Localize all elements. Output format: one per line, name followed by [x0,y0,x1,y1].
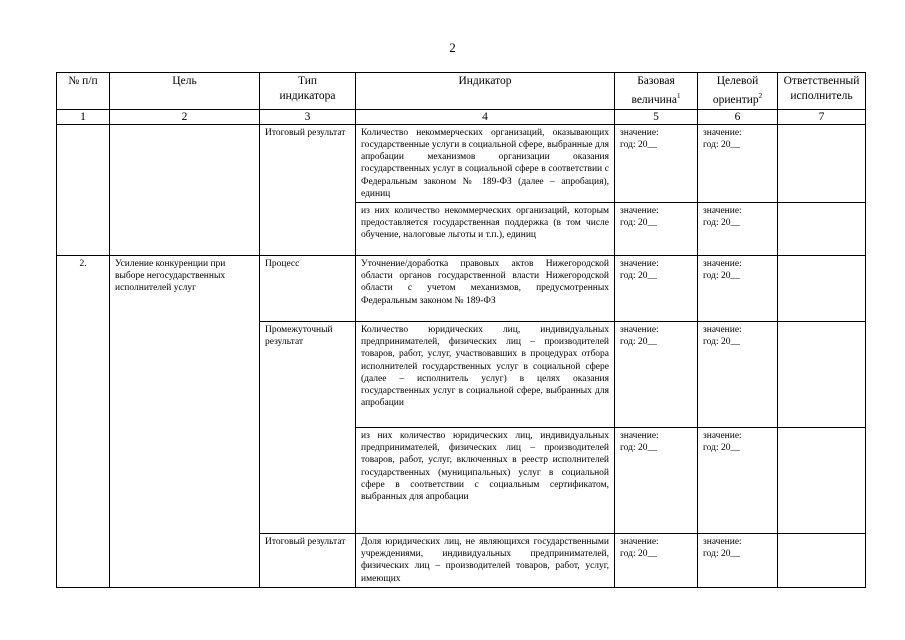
indicators-table [56,72,866,588]
indicator-cell: из них количество некоммерческих организаций, которым предоставляется государственная поддержка (в том числе обучение, налоговые льготы и т.п.), единиц [356,203,615,256]
target-cell: значение: год: 20__ [698,124,778,202]
target-cell: значение: год: 20__ [698,534,778,588]
target-cell: значение: год: 20__ [698,322,778,428]
column-number-row [57,109,866,124]
goal-cell [110,124,260,255]
base-value-cell: значение: год: 20__ [615,124,698,202]
indicator-type-cell: Итоговый результат [260,534,356,588]
responsible-cell [778,428,866,534]
header-responsible: Ответственный исполнитель [778,73,866,110]
footnote-2: 2 [758,92,763,100]
header-indicator: Индикатор [356,73,615,110]
base-value-cell: значение: год: 20__ [615,203,698,256]
indicator-cell: Уточнение/доработка правовых актов Нижегородской области органов государственной власти Нижегородской области с учетом механизмов, предусмотренных Федеральным законом № 189-ФЗ [356,256,615,322]
column-number: 3 [260,109,356,124]
header-number: № п/п [57,73,110,110]
responsible-cell [778,322,866,428]
responsible-cell [778,203,866,256]
responsible-cell [778,534,866,588]
indicator-cell: из них количество юридических лиц, индивидуальных предпринимателей, физических лиц – производителей товаров, работ, услуг, включенных в реестр исполнителей государственных (муниципальных) услуг в социальной сфере в соответствии с социальным сертификатом, выбранных для апробации [356,428,615,534]
row-number-cell [57,124,110,255]
target-cell: значение: год: 20__ [698,203,778,256]
goal-cell: Усиление конкуренции при выборе негосударственных исполнителей услуг [110,256,260,588]
column-number: 6 [698,109,778,124]
column-number: 4 [356,109,615,124]
base-value-cell: значение: год: 20__ [615,534,698,588]
responsible-cell [778,124,866,202]
header-target: Целевой ориентир$^2$ [698,73,778,110]
indicator-type-cell: Итоговый результат [260,124,356,255]
column-number: 1 [57,109,110,124]
page-number: 2 [449,40,456,55]
indicator-cell: Количество юридических лиц, индивидуальных предпринимателей, физических лиц – производителей товаров, работ, услуг, участвовавших в процедурах отбора исполнителей государственных услуг в социальной сфере (далее – исполнитель услуг) в целях оказания государственных услуг в социальной сфере, выбранных для апробации [356,322,615,428]
header-indicator-type: Тип индикатора [260,73,356,110]
table-row [57,124,866,202]
header-row [57,73,866,110]
base-value-cell: значение: год: 20__ [615,322,698,428]
column-number: 5 [615,109,698,124]
indicator-type-cell: Промежуточный результат [260,322,356,534]
target-cell: значение: год: 20__ [698,256,778,322]
target-cell: значение: год: 20__ [698,428,778,534]
row-number-cell: 2. [57,256,110,588]
base-value-cell: значение: год: 20__ [615,428,698,534]
column-number: 2 [110,109,260,124]
indicator-cell: Доля юридических лиц, не являющихся государственными учреждениями, индивидуальных предпринимателей, физических лиц – производителей товаров, работ, услуг, имеющих [356,534,615,588]
header-base-value: Базовая величина$^1$ [615,73,698,110]
responsible-cell [778,256,866,322]
header-goal: Цель [110,73,260,110]
base-value-cell: значение: год: 20__ [615,256,698,322]
indicator-type-cell: Процесс [260,256,356,322]
footnote-1: 1 [677,92,681,100]
column-number: 7 [778,109,866,124]
indicator-cell: Количество некоммерческих организаций, оказывающих государственные услуги в социальной сфере, выбранные для апробации механизмов организации оказания государственных услуг в социальной сфере в соответствии с Федеральным законом № 189-ФЗ (далее – апробация), единиц [356,124,615,202]
table-row [57,256,866,322]
